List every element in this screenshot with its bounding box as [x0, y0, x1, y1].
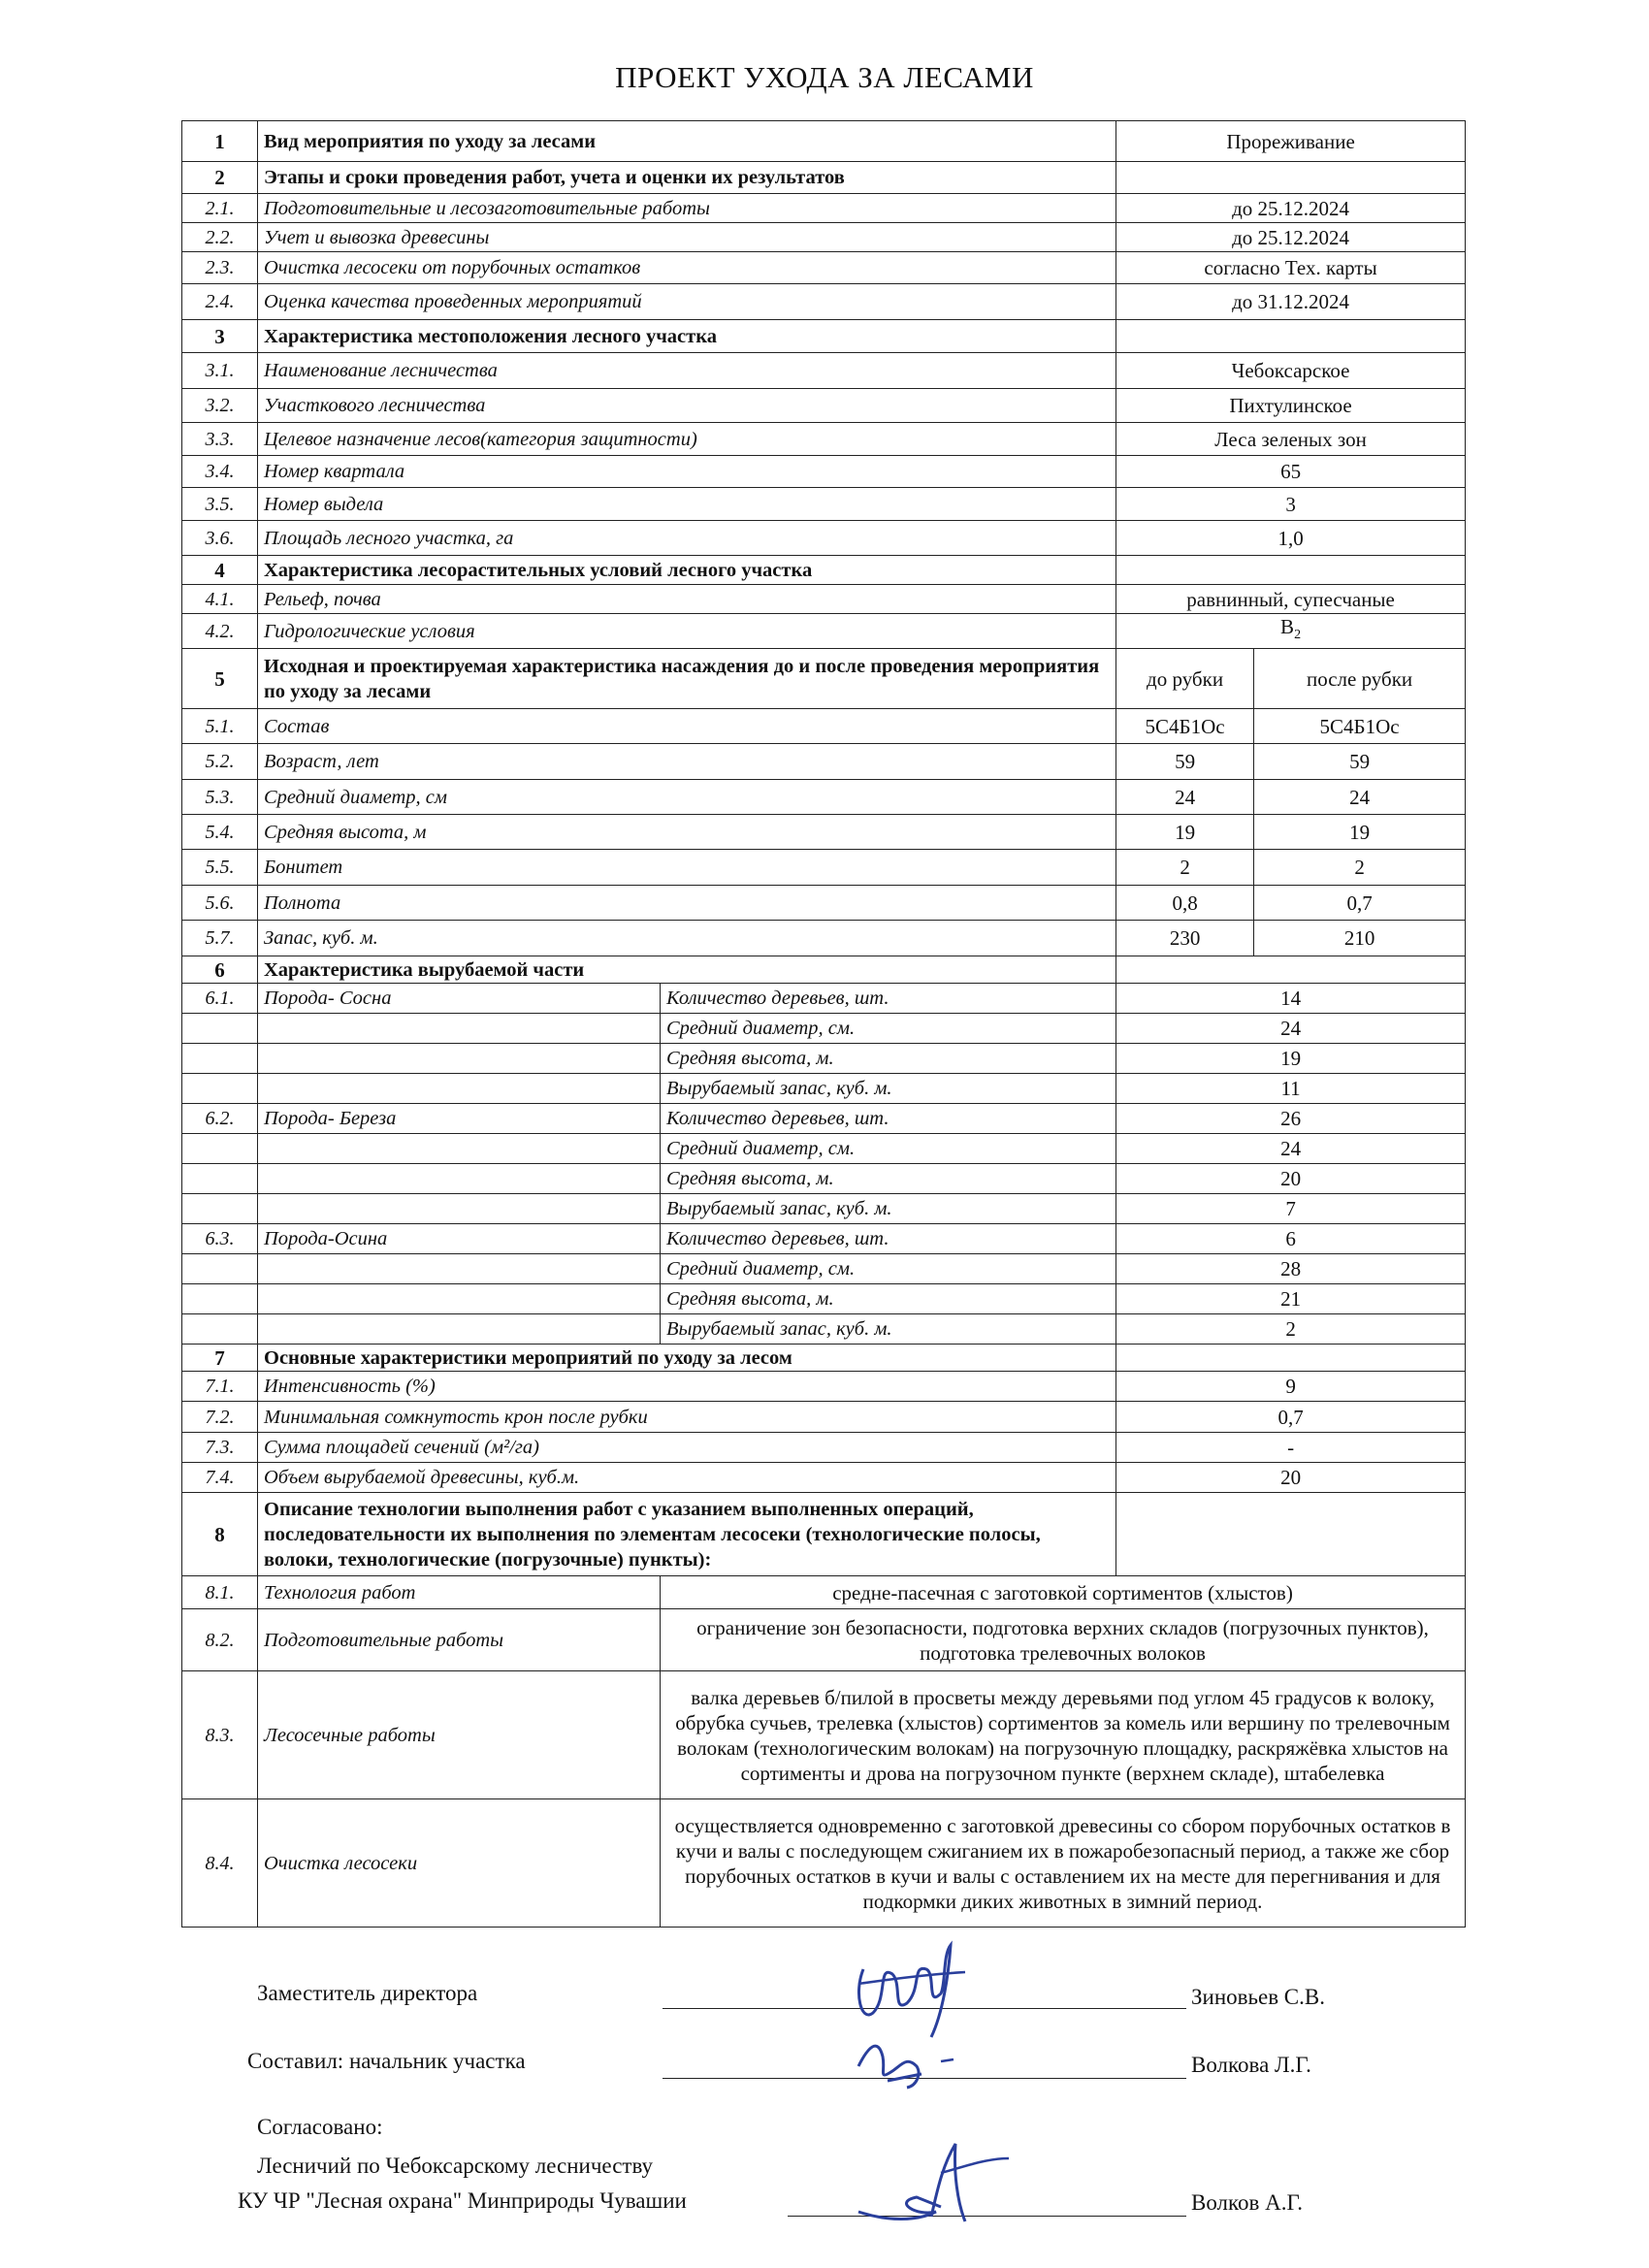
param-value: 28 [1116, 1254, 1466, 1284]
row-value: 3 [1116, 488, 1466, 521]
species-label: Порода- Береза [258, 1104, 661, 1134]
row-value: 65 [1116, 456, 1466, 488]
row-label: Оценка качества проведенных мероприятий [258, 284, 1116, 320]
param-value: 20 [1116, 1164, 1466, 1194]
row-label: Очистка лесосеки [258, 1799, 661, 1928]
table-row [182, 194, 1466, 223]
row-label: Очистка лесосеки от порубочных остатков [258, 252, 1116, 284]
row-number: 3.6. [182, 521, 258, 556]
row-value: - [1116, 1433, 1466, 1463]
row-number: 8.2. [182, 1609, 258, 1671]
species-label: Порода- Сосна [258, 984, 661, 1014]
param-value: 14 [1116, 984, 1466, 1014]
row-label: Объем вырубаемой древесины, куб.м. [258, 1463, 1116, 1493]
table-row [182, 1194, 1466, 1224]
row-number: 2.2. [182, 223, 258, 252]
row-label: Лесосечные работы [258, 1671, 661, 1799]
deputy-name: Зиновьев С.В. [1191, 1985, 1325, 2009]
table-row [182, 585, 1466, 614]
param-label: Средняя высота, м. [661, 1044, 1116, 1074]
table-row [182, 1254, 1466, 1284]
row-value: осуществляется одновременно с заготовкой древесины со сбором порубочных остатков в кучи и валы с последующем сжиганием их в пожаробезопасный период, а также же сбор порубочных остатков в кучи и валы с оставлением их на месте для перегнивания и для подкормки диких животных в зимний период. [661, 1799, 1466, 1928]
row-value: валка деревьев б/пилой в просветы между деревьями под углом 45 градусов к волоку, обрубка сучьев, трелевка (хлыстов) сортиментов за комель или вершину по трелевочным волокам (технологическим волокам) на погрузочную площадку, раскряжёвка хлыстов на сортименты и дрова на погрузочном пункте (верхнем складе), штабелевка [661, 1671, 1466, 1799]
row-value: 1,0 [1116, 521, 1466, 556]
value-before: 59 [1116, 744, 1254, 780]
row-number: 4.1. [182, 585, 258, 614]
row-label: Гидрологические условия [258, 614, 1116, 649]
row-number: 7.1. [182, 1372, 258, 1402]
table-row [182, 1576, 1466, 1609]
row-number: 7.4. [182, 1463, 258, 1493]
section-number: 5 [182, 649, 258, 709]
row-label: Средний диаметр, см [258, 780, 1116, 815]
value-after: 5С4Б1Ос [1254, 709, 1466, 744]
section-label: Вид мероприятия по уходу за лесами [258, 121, 1116, 162]
row-number: 8.1. [182, 1576, 258, 1609]
deputy-title: Заместитель директора [257, 1981, 478, 2005]
row-label: Наименование лесничества [258, 353, 1116, 389]
table-row [182, 488, 1466, 521]
table-row [182, 1463, 1466, 1493]
row-label: Минимальная сомкнутость крон после рубки [258, 1402, 1116, 1433]
table-row [182, 1284, 1466, 1314]
compiler-name: Волкова Л.Г. [1191, 2053, 1311, 2077]
approved-label: Согласовано: [257, 2115, 383, 2139]
value-after: 2 [1254, 850, 1466, 886]
value-before: 0,8 [1116, 886, 1254, 921]
value-after: 210 [1254, 921, 1466, 956]
param-label: Вырубаемый запас, куб. м. [661, 1194, 1116, 1224]
row-number: 3.2. [182, 389, 258, 423]
value-before: 24 [1116, 780, 1254, 815]
row-number: 6.2. [182, 1104, 258, 1134]
row-number: 5.5. [182, 850, 258, 886]
row-label: Площадь лесного участка, га [258, 521, 1116, 556]
section-number: 7 [182, 1345, 258, 1372]
row-label: Возраст, лет [258, 744, 1116, 780]
row-number: 5.2. [182, 744, 258, 780]
value-before: 230 [1116, 921, 1254, 956]
section-number: 1 [182, 121, 258, 162]
row-value: ограничение зон безопасности, подготовка верхних складов (погрузочных пунктов), подготовка трелевочных волоков [661, 1609, 1466, 1671]
table-row [182, 1402, 1466, 1433]
table-row [182, 252, 1466, 284]
column-header-after: после рубки [1254, 649, 1466, 709]
section-8-header [182, 1493, 1466, 1576]
row-value: Пихтулинское [1116, 389, 1466, 423]
param-label: Вырубаемый запас, куб. м. [661, 1074, 1116, 1104]
section-1-row [182, 121, 1466, 162]
param-label: Количество деревьев, шт. [661, 1104, 1116, 1134]
row-number: 5.1. [182, 709, 258, 744]
row-label: Интенсивность (%) [258, 1372, 1116, 1402]
value-before: 2 [1116, 850, 1254, 886]
species-label: Порода-Осина [258, 1224, 661, 1254]
row-number: 4.2. [182, 614, 258, 649]
row-value: до 31.12.2024 [1116, 284, 1466, 320]
section-label: Описание технологии выполнения работ с указанием выполненных операций, последовательности их выполнения по элементам лесосеки (технологические полосы, волоки, технологические (погрузочные) пункты): [258, 1493, 1116, 1576]
table-row [182, 423, 1466, 456]
compiler-signature [849, 2027, 975, 2095]
table-row [182, 1014, 1466, 1044]
table-row [182, 456, 1466, 488]
forest-care-table [181, 120, 1466, 1928]
value-after: 24 [1254, 780, 1466, 815]
section-6-header [182, 956, 1466, 984]
param-value: 26 [1116, 1104, 1466, 1134]
forester-signature [849, 2129, 1014, 2236]
param-label: Средний диаметр, см. [661, 1134, 1116, 1164]
value-after: 19 [1254, 815, 1466, 850]
row-label: Номер выдела [258, 488, 1116, 521]
table-row [182, 1134, 1466, 1164]
section-number: 6 [182, 956, 258, 984]
section-label: Характеристика вырубаемой части [258, 956, 1116, 984]
row-label: Учет и вывозка древесины [258, 223, 1116, 252]
section-number: 3 [182, 320, 258, 353]
row-label: Целевое назначение лесов(категория защитности) [258, 423, 1116, 456]
row-number: 5.4. [182, 815, 258, 850]
row-label: Средняя высота, м [258, 815, 1116, 850]
table-row [182, 709, 1466, 744]
table-row [182, 886, 1466, 921]
table-row [182, 1074, 1466, 1104]
value-after: 59 [1254, 744, 1466, 780]
row-value: до 25.12.2024 [1116, 194, 1466, 223]
row-number: 5.3. [182, 780, 258, 815]
row-number: 7.2. [182, 1402, 258, 1433]
param-value: 7 [1116, 1194, 1466, 1224]
section-number: 8 [182, 1493, 258, 1576]
row-value: 20 [1116, 1463, 1466, 1493]
section-5-header [182, 649, 1466, 709]
table-row [182, 1609, 1466, 1671]
table-row [182, 1799, 1466, 1928]
row-number: 5.6. [182, 886, 258, 921]
row-number: 3.4. [182, 456, 258, 488]
param-value: 21 [1116, 1284, 1466, 1314]
deputy-signature [834, 1935, 970, 2042]
param-value: 19 [1116, 1044, 1466, 1074]
table-row [182, 1164, 1466, 1194]
table-row [182, 1104, 1466, 1134]
row-value: до 25.12.2024 [1116, 223, 1466, 252]
section-7-header [182, 1345, 1466, 1372]
row-value: согласно Тех. карты [1116, 252, 1466, 284]
table-row [182, 984, 1466, 1014]
row-label: Участкового лесничества [258, 389, 1116, 423]
table-row [182, 1044, 1466, 1074]
row-number: 2.1. [182, 194, 258, 223]
table-row [182, 353, 1466, 389]
row-value: $В_2$ [1116, 614, 1466, 649]
table-row [182, 223, 1466, 252]
table-row [182, 744, 1466, 780]
row-value: Чебоксарское [1116, 353, 1466, 389]
section-3-header [182, 320, 1466, 353]
row-number: 6.3. [182, 1224, 258, 1254]
param-label: Количество деревьев, шт. [661, 1224, 1116, 1254]
row-number: 2.3. [182, 252, 258, 284]
row-number: 7.3. [182, 1433, 258, 1463]
table-row [182, 1224, 1466, 1254]
row-number: 6.1. [182, 984, 258, 1014]
compiler-title: Составил: начальник участка [247, 2049, 526, 2073]
table-row [182, 850, 1466, 886]
param-value: 24 [1116, 1014, 1466, 1044]
param-value: 6 [1116, 1224, 1466, 1254]
row-value: равнинный, супесчаные [1116, 585, 1466, 614]
section-2-header [182, 162, 1466, 194]
document-title: ПРОЕКТ УХОДА ЗА ЛЕСАМИ [615, 60, 1034, 94]
param-label: Средний диаметр, см. [661, 1014, 1116, 1044]
table-row [182, 921, 1466, 956]
section-label: Характеристика лесорастительных условий лесного участка [258, 556, 1116, 585]
table-row [182, 389, 1466, 423]
section-4-header [182, 556, 1466, 585]
row-number: 3.3. [182, 423, 258, 456]
table-row [182, 521, 1466, 556]
section-label: Характеристика местоположения лесного участка [258, 320, 1116, 353]
row-label: Технология работ [258, 1576, 661, 1609]
row-value: 9 [1116, 1372, 1466, 1402]
forester-position-line2: КУ ЧР "Лесная охрана" Минприроды Чувашии [238, 2188, 687, 2213]
row-label: Запас, куб. м. [258, 921, 1116, 956]
section-label: Исходная и проектируемая характеристика насаждения до и после проведения мероприятия по уходу за лесами [258, 649, 1116, 709]
forester-position-line1: Лесничий по Чебоксарскому лесничеству [257, 2154, 654, 2178]
param-value: 11 [1116, 1074, 1466, 1104]
table-row [182, 1372, 1466, 1402]
section-label: Этапы и сроки проведения работ, учета и оценки их результатов [258, 162, 1116, 194]
row-label: Полнота [258, 886, 1116, 921]
row-number: 8.4. [182, 1799, 258, 1928]
row-value: средне-пасечная с заготовкой сортиментов (хлыстов) [661, 1576, 1466, 1609]
table-row [182, 614, 1466, 649]
row-label: Сумма площадей сечений (м²/га) [258, 1433, 1116, 1463]
param-label: Средний диаметр, см. [661, 1254, 1116, 1284]
section-number: 2 [182, 162, 258, 194]
row-number: 3.1. [182, 353, 258, 389]
param-label: Средняя высота, м. [661, 1284, 1116, 1314]
value-before: 19 [1116, 815, 1254, 850]
table-row [182, 780, 1466, 815]
value-before: 5С4Б1Ос [1116, 709, 1254, 744]
param-value: 24 [1116, 1134, 1466, 1164]
section-value: Прореживание [1116, 121, 1466, 162]
value-after: 0,7 [1254, 886, 1466, 921]
row-label: Рельеф, почва [258, 585, 1116, 614]
table-row [182, 284, 1466, 320]
param-label: Средняя высота, м. [661, 1164, 1116, 1194]
row-label: Бонитет [258, 850, 1116, 886]
row-label: Подготовительные и лесозаготовительные работы [258, 194, 1116, 223]
section-number: 4 [182, 556, 258, 585]
row-label: Подготовительные работы [258, 1609, 661, 1671]
row-label: Номер квартала [258, 456, 1116, 488]
table-row [182, 815, 1466, 850]
column-header-before: до рубки [1116, 649, 1254, 709]
param-value: 2 [1116, 1314, 1466, 1345]
table-row [182, 1671, 1466, 1799]
row-number: 8.3. [182, 1671, 258, 1799]
row-value: Леса зеленых зон [1116, 423, 1466, 456]
table-row [182, 1433, 1466, 1463]
row-number: 5.7. [182, 921, 258, 956]
section-label: Основные характеристики мероприятий по уходу за лесом [258, 1345, 1116, 1372]
forester-name: Волков А.Г. [1191, 2190, 1303, 2215]
row-number: 3.5. [182, 488, 258, 521]
row-value: 0,7 [1116, 1402, 1466, 1433]
row-number: 2.4. [182, 284, 258, 320]
param-label: Вырубаемый запас, куб. м. [661, 1314, 1116, 1345]
row-label: Состав [258, 709, 1116, 744]
param-label: Количество деревьев, шт. [661, 984, 1116, 1014]
table-row [182, 1314, 1466, 1345]
